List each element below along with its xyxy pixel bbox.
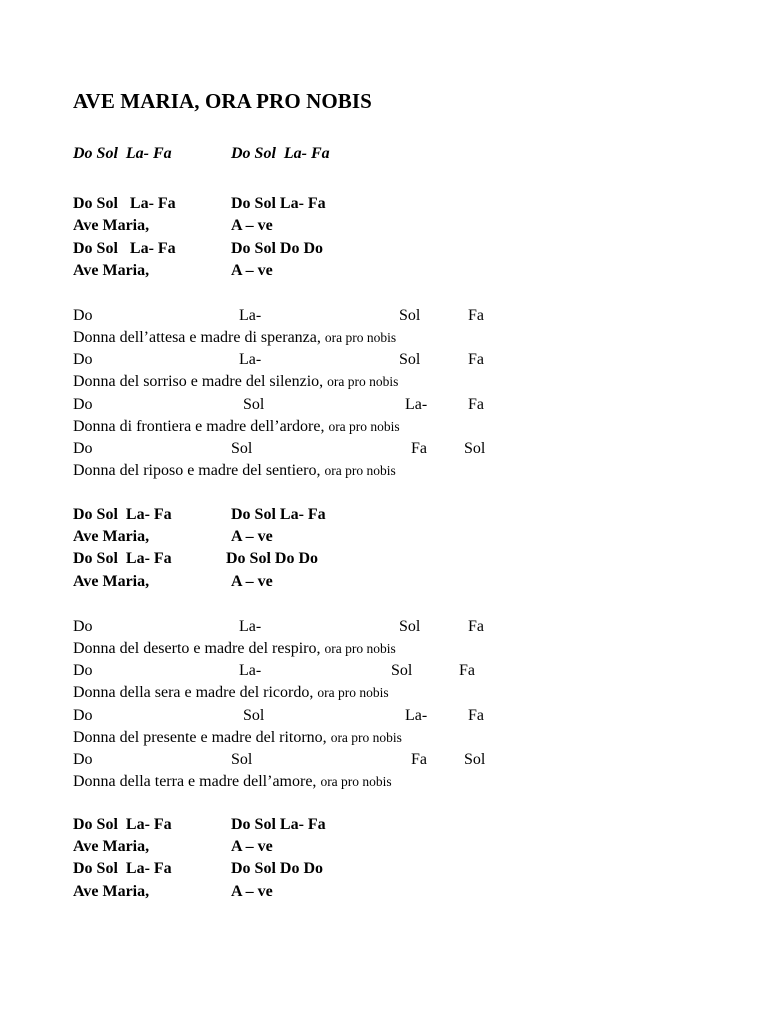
chord: Fa [411, 751, 427, 768]
chord: Fa [468, 707, 484, 724]
refrain-lyric-left: Ave Maria, [73, 217, 150, 234]
chord: Sol [464, 440, 486, 457]
verse-1-lyric-2 [73, 371, 398, 393]
refrain-3-lyric-b [73, 881, 273, 903]
refrain-lyric-right: A – ve [231, 573, 273, 590]
refrain-chords-left: Do Sol La- Fa [73, 240, 176, 257]
chord: Do [73, 307, 93, 324]
verse-2-lyric-1 [73, 638, 396, 660]
verse-1-lyric-4 [73, 460, 396, 482]
chord: Fa [459, 662, 475, 679]
lyric-text: Donna di frontiera e madre dell’ardore, [73, 418, 325, 435]
chord: Do [73, 440, 93, 457]
chord: Sol [231, 440, 253, 457]
ora-pro-nobis: ora pro nobis [328, 419, 400, 434]
chord: La- [239, 351, 262, 368]
refrain-2-chords-b [73, 548, 319, 570]
ora-pro-nobis: ora pro nobis [324, 330, 397, 345]
refrain-chords-right: Do Sol La- Fa [231, 506, 326, 523]
chord: Fa [468, 351, 484, 368]
refrain-lyric-left: Ave Maria, [73, 838, 150, 855]
chord: La- [405, 707, 428, 724]
verse-2-lyric-3 [73, 727, 402, 749]
refrain-3-chords-b [73, 858, 324, 880]
refrain-chords-left: Do Sol La- Fa [73, 550, 172, 567]
lyric-text: Donna del sorriso e madre del silenzio, [73, 373, 324, 390]
refrain-lyric-right: A – ve [231, 528, 273, 545]
refrain-chords-left: Do Sol La- Fa [73, 506, 172, 523]
ora-pro-nobis: ora pro nobis [324, 463, 396, 478]
chord: Sol [391, 662, 413, 679]
refrain-lyric-left: Ave Maria, [73, 528, 150, 545]
refrain-chords-right: Do Sol Do Do [226, 550, 319, 567]
refrain-chords-right: Do Sol Do Do [231, 240, 324, 257]
chord: Sol [399, 618, 421, 635]
refrain-chords-right: Do Sol La- Fa [231, 816, 326, 833]
refrain-1-lyric-b [73, 260, 273, 282]
refrain-1-chords-b [73, 238, 324, 260]
refrain-lyric-right: A – ve [231, 838, 273, 855]
refrain-2-chords-a [73, 504, 326, 526]
chord: Fa [468, 396, 484, 413]
song-title: AVE MARIA, ORA PRO NOBIS [73, 89, 372, 113]
chord: Sol [243, 396, 265, 413]
ora-pro-nobis: ora pro nobis [317, 685, 389, 700]
refrain-1-lyric-a [73, 215, 273, 237]
refrain-3-lyric-a [73, 836, 273, 858]
refrain-2-lyric-a [73, 526, 273, 548]
chord: Do [73, 618, 93, 635]
refrain-chords-left: Do Sol La- Fa [73, 816, 172, 833]
refrain-1-chords-a [73, 193, 326, 215]
lyric-text: Donna dell’attesa e madre di speranza, [73, 329, 321, 346]
chord: Do [73, 396, 93, 413]
refrain-chords-left: Do Sol La- Fa [73, 195, 176, 212]
chord: Sol [399, 307, 421, 324]
ora-pro-nobis: ora pro nobis [324, 641, 396, 656]
lyric-text: Donna della terra e madre dell’amore, [73, 773, 317, 790]
intro-chords [73, 145, 330, 163]
ora-pro-nobis: ora pro nobis [320, 774, 392, 789]
chord: La- [239, 307, 262, 324]
chord: Do [73, 351, 93, 368]
intro-chords-left: Do Sol La- Fa [73, 145, 172, 162]
chord: Sol [399, 351, 421, 368]
verse-1-lyric-1 [73, 327, 396, 349]
refrain-3-chords-a [73, 814, 326, 836]
verse-1-lyric-3 [73, 416, 400, 438]
chord: La- [239, 618, 262, 635]
lyric-text: Donna del presente e madre del ritorno, [73, 729, 327, 746]
chord: Fa [411, 440, 427, 457]
chord: La- [405, 396, 428, 413]
chord: Sol [464, 751, 486, 768]
chord: Fa [468, 307, 484, 324]
intro-chords-right: Do Sol La- Fa [231, 145, 330, 162]
refrain-lyric-right: A – ve [231, 262, 273, 279]
verse-2-lyric-2 [73, 682, 389, 704]
refrain-lyric-right: A – ve [231, 883, 273, 900]
refrain-lyric-right: A – ve [231, 217, 273, 234]
refrain-lyric-left: Ave Maria, [73, 262, 150, 279]
lyric-text: Donna della sera e madre del ricordo, [73, 684, 314, 701]
ora-pro-nobis: ora pro nobis [327, 374, 399, 389]
lyric-text: Donna del deserto e madre del respiro, [73, 640, 321, 657]
chord: Fa [468, 618, 484, 635]
chord: La- [239, 662, 262, 679]
ora-pro-nobis: ora pro nobis [330, 730, 402, 745]
chord: Do [73, 662, 93, 679]
refrain-lyric-left: Ave Maria, [73, 573, 150, 590]
refrain-2-lyric-b [73, 571, 273, 593]
chord: Do [73, 707, 93, 724]
refrain-chords-right: Do Sol Do Do [231, 860, 324, 877]
refrain-chords-left: Do Sol La- Fa [73, 860, 172, 877]
refrain-lyric-left: Ave Maria, [73, 883, 150, 900]
chord: Sol [231, 751, 253, 768]
chord: Do [73, 751, 93, 768]
refrain-chords-right: Do Sol La- Fa [231, 195, 326, 212]
verse-2-lyric-4 [73, 771, 392, 793]
chord: Sol [243, 707, 265, 724]
lyric-text: Donna del riposo e madre del sentiero, [73, 462, 321, 479]
